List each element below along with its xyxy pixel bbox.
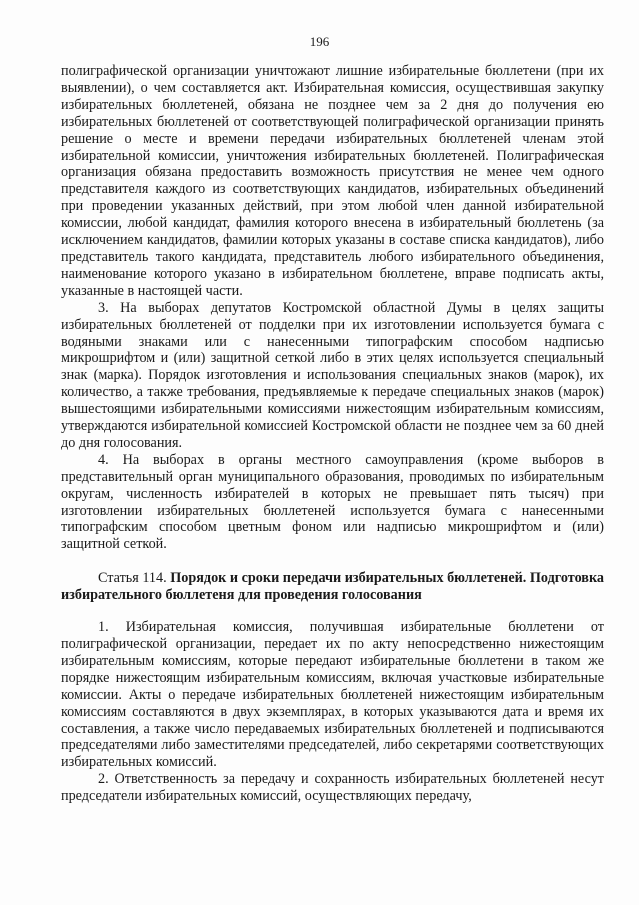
- article-number: Статья 114.: [98, 570, 167, 587]
- document-body: [61, 63, 604, 805]
- article-paragraph-1: 1. Избирательная комиссия, получившая избирательные бюллетени от полиграфической организации, передает их по акту непосредственно нижестоящим избирательным комиссиям, которые передают избирательные бюллетени в таком же порядке нижестоящим избирательным комиссиям, включая участковые избирательные комиссии. Акты о передаче избирательных бюллетеней нижестоящим избирательным комиссиям составляются в двух экземплярах, в которых указываются дата и время их составления, а также число передаваемых избирательных бюллетеней и подписываются председателями либо заместителями председателей, либо секретарями соответствующих избирательных комиссий.: [61, 619, 604, 771]
- page-number: 196: [309, 34, 330, 49]
- article-heading: [61, 570, 604, 604]
- article-paragraph-2: 2. Ответственность за передачу и сохранность избирательных бюллетеней несут председатели избирательных комиссий, осуществляющих передачу,: [61, 771, 604, 805]
- paragraph-continuation: полиграфической организации уничтожают лишние избирательные бюллетени (при их выявлении), о чем составляется акт. Избирательная комиссия, осуществившая закупку избирательных бюллетеней, обязана не позднее чем за 2 дня до получения ею избирательных бюллетеней от соответствующей полиграфической организации принять решение о месте и времени передачи избирательных бюллетеней членам этой избирательной комиссии, уничтожения избирательных бюллетеней. Полиграфическая организация обязана предоставить возможность присутствия не менее чем одного представителя каждого из соответствующих кандидатов, избирательных объединений при проведении указанных действий, при этом любой член данной избирательной комиссии, любой кандидат, фамилия которого внесена в избирательный бюллетень (за исключением кандидатов, фамилии которых указаны в составе списка кандидатов), либо представитель такого кандидата, представитель любого избирательного объединения, наименование которого указано в избирательном бюллетене, вправе подписать акты, указанные в настоящей части.: [61, 63, 604, 299]
- article-title: Порядок и сроки передачи избирательных бюллетеней. Подготовка избирательного бюллетеня для проведения голосования: [61, 570, 605, 604]
- paragraph-3: 3. На выборах депутатов Костромской областной Думы в целях защиты избирательных бюллетеней от подделки при их изготовлении используется бумага с водяными знаками или с нанесенными типографским способом надписью микрошрифтом и (или) защитной сеткой либо в этих целях используется специальный знак (марка). Порядок изготовления и использования специальных знаков (марок), их количество, а также требования, предъявляемые к передаче специальных знаков (марок) вышестоящими избирательными комиссиями нижестоящим избирательным комиссиям, утверждаются избирательной комиссией Костромской области не позднее чем за 60 дней до дня голосования.: [61, 299, 604, 451]
- paragraph-4: 4. На выборах в органы местного самоуправления (кроме выборов в представительный орган муниципального образования, проводимых по избирательным округам, численность избирателей в которых не превышает пять тысяч) при изготовлении избирательных бюллетеней используется бумага с нанесенными типографским способом цветным фоном или надписью микрошрифтом и (или) защитной сеткой.: [61, 451, 604, 553]
